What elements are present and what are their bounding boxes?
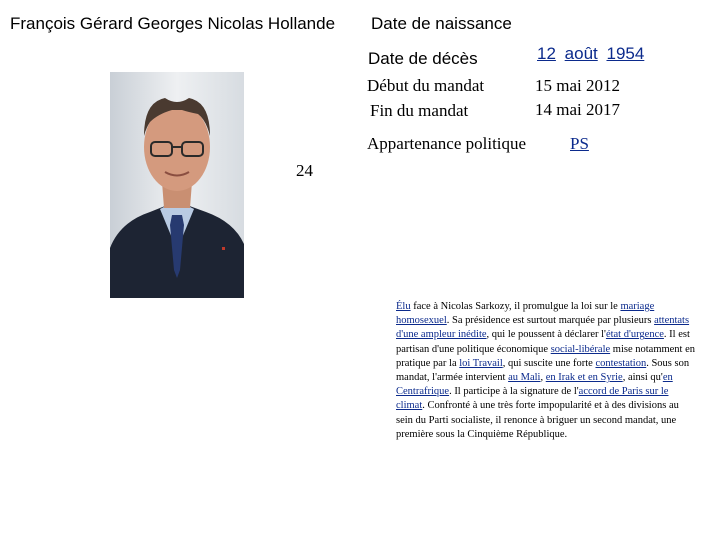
bio-text: . Sous son mandat, l'armée intervient <box>396 357 690 384</box>
birth-date-label: Date de naissance <box>371 14 512 33</box>
bio-link-centrafrique[interactable]: en Centrafrique <box>396 372 673 398</box>
bio-text: face à Nicolas Sarkozy, il promulgue la loi sur le <box>410 301 621 312</box>
biography-paragraph <box>396 300 696 442</box>
birth-month-link[interactable]: août <box>564 44 598 63</box>
bio-text: mise notamment en pratique par la <box>396 343 696 369</box>
count-value: 24 <box>296 161 313 180</box>
birth-year-link[interactable]: 1954 <box>606 44 645 63</box>
party-label: Appartenance politique <box>367 134 527 153</box>
bio-text: . Il participe à la signature de l' <box>449 386 579 398</box>
birth-day-link[interactable]: 12 <box>537 44 556 63</box>
bio-link-loi-travail[interactable]: loi Travail <box>459 357 503 369</box>
bio-link-irak-syrie[interactable]: en Irak et en Syrie <box>545 372 623 384</box>
bio-text: . Il est partisan d'une politique économique <box>396 329 690 355</box>
bio-link-elu[interactable]: Élu <box>396 301 411 312</box>
bio-link-etat-urgence[interactable]: état d'urgence <box>605 329 664 341</box>
bio-text: , qui suscite une forte <box>502 357 596 369</box>
party-link[interactable]: PS <box>570 134 589 153</box>
term-end-label: Fin du mandat <box>370 101 469 120</box>
bio-text: , ainsi qu' <box>622 372 663 384</box>
bio-link-attentats[interactable]: attentats d'une ampleur inédite <box>396 315 690 341</box>
person-name: François Gérard Georges Nicolas Hollande <box>10 14 336 33</box>
bio-link-social-liberale[interactable]: social-libérale <box>550 343 611 355</box>
bio-link-mariage[interactable]: mariage homosexuel <box>396 301 655 327</box>
birth-date-value <box>537 44 648 64</box>
bio-link-mali[interactable]: au Mali <box>508 372 541 384</box>
bio-text: , qui le poussent à déclarer l' <box>486 329 606 341</box>
death-date-label: Date de décès <box>368 49 478 68</box>
bio-link-contestation[interactable]: contestation <box>595 357 647 369</box>
bio-text: . Confronté à une très forte impopularité et à des divisions au sein du Parti socialiste, il renonce à briguer un second mandat, une première sous la Cinquième République. <box>396 400 679 440</box>
term-end-value: 14 mai 2017 <box>535 100 620 119</box>
bio-text: , <box>540 372 546 384</box>
term-start-value: 15 mai 2012 <box>535 76 620 95</box>
portrait-photo <box>110 72 244 298</box>
term-start-label: Début du mandat <box>367 76 485 95</box>
bio-text: . Sa présidence est surtout marquée par plusieurs <box>446 315 655 327</box>
bio-link-accord-paris[interactable]: accord de Paris sur le climat <box>396 386 669 412</box>
